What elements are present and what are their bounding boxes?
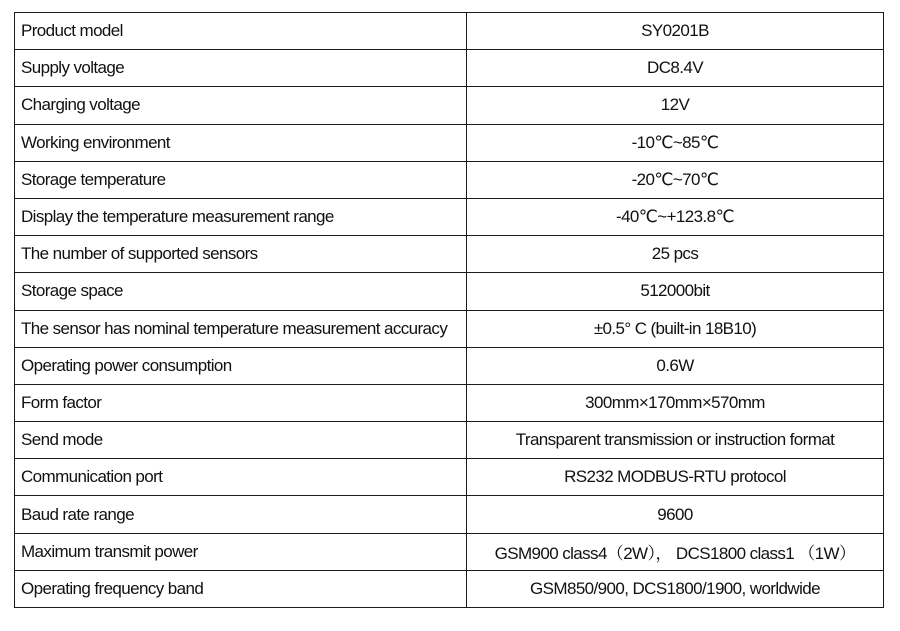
parameter-cell: Working environment xyxy=(15,124,467,161)
value-cell: ±0.5° C (built-in 18B10) xyxy=(467,310,884,347)
value-cell: GSM850/900, DCS1800/1900, worldwide xyxy=(467,570,884,607)
parameter-cell: The number of supported sensors xyxy=(15,236,467,273)
table-row xyxy=(15,13,884,50)
value-cell: 12V xyxy=(467,87,884,124)
parameter-cell: Storage space xyxy=(15,273,467,310)
value-cell: SY0201B xyxy=(467,13,884,50)
spec-table-body xyxy=(15,13,884,608)
parameter-cell: Charging voltage xyxy=(15,87,467,124)
parameter-cell: The sensor has nominal temperature measurement accuracy xyxy=(15,310,467,347)
parameter-cell: Supply voltage xyxy=(15,50,467,87)
table-row xyxy=(15,161,884,198)
table-row xyxy=(15,347,884,384)
spec-table xyxy=(14,12,884,608)
table-row xyxy=(15,384,884,421)
table-row xyxy=(15,273,884,310)
value-cell: DC8.4V xyxy=(467,50,884,87)
parameter-cell: Form factor xyxy=(15,384,467,421)
value-cell: -10℃~85℃ xyxy=(467,124,884,161)
parameter-cell: Display the temperature measurement range xyxy=(15,198,467,235)
parameter-cell: Baud rate range xyxy=(15,496,467,533)
parameter-cell: Operating frequency band xyxy=(15,570,467,607)
parameter-cell: Send mode xyxy=(15,422,467,459)
parameter-cell: Maximum transmit power xyxy=(15,533,467,570)
value-cell: RS232 MODBUS-RTU protocol xyxy=(467,459,884,496)
table-row xyxy=(15,496,884,533)
table-row xyxy=(15,124,884,161)
table-row xyxy=(15,310,884,347)
table-row xyxy=(15,236,884,273)
value-cell: GSM900 class4（2W）， DCS1800 class1 （1W） xyxy=(467,533,884,570)
value-cell: -40℃~+123.8℃ xyxy=(467,198,884,235)
value-cell: 25 pcs xyxy=(467,236,884,273)
value-cell: 9600 xyxy=(467,496,884,533)
value-cell: 0.6W xyxy=(467,347,884,384)
value-cell: Transparent transmission or instruction format xyxy=(467,422,884,459)
parameter-cell: Storage temperature xyxy=(15,161,467,198)
parameter-cell: Product model xyxy=(15,13,467,50)
table-row xyxy=(15,50,884,87)
table-row xyxy=(15,87,884,124)
table-row xyxy=(15,570,884,607)
table-row xyxy=(15,533,884,570)
value-cell: -20℃~70℃ xyxy=(467,161,884,198)
value-cell: 300mm×170mm×570mm xyxy=(467,384,884,421)
parameter-cell: Operating power consumption xyxy=(15,347,467,384)
value-cell: 512000bit xyxy=(467,273,884,310)
table-row xyxy=(15,198,884,235)
parameter-cell: Communication port xyxy=(15,459,467,496)
table-row xyxy=(15,422,884,459)
table-row xyxy=(15,459,884,496)
